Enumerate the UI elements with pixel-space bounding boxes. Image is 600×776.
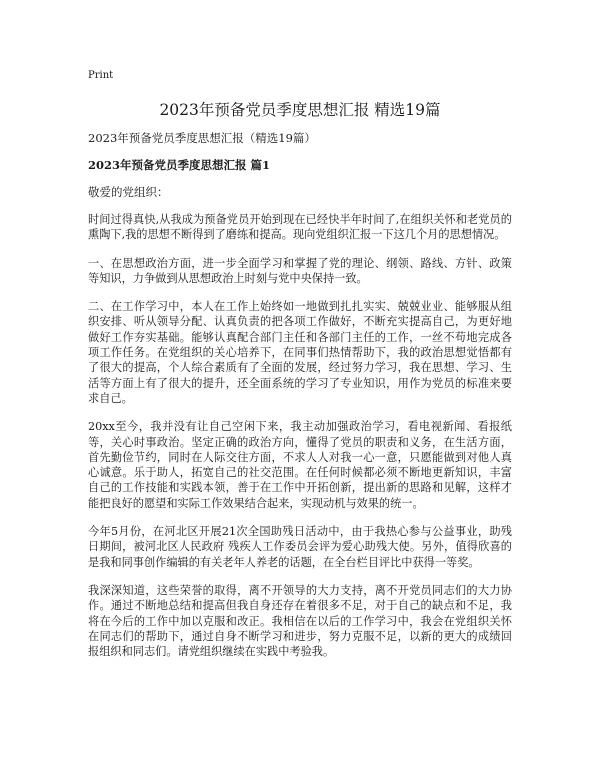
paragraph: 今年5月份，在河北区开展21次全国助残日活动中，由于我热心参与公益事业，助残日期间，被河北区人民政府 残疾人工作委员会评为爱心助残大使。另外，值得欣喜的是我和同事创作编辑的有关老年人养老的话题，在全台栏目评比中获得一等奖。 — [88, 525, 512, 569]
print-label[interactable]: Print — [88, 70, 114, 81]
greeting: 敬爱的党组织： — [88, 185, 169, 199]
paragraph: 我深深知道，这些荣誉的取得，离不开领导的大力支持，离不开党员同志们的大力协作。通过不断地总结和提高但我自身还存在着很多不足，对于自己的缺点和不足，我将在今后的工作中加以克服和改正。我相信在以后的工作学习中，我会在党组织关怀在同志们的帮助下，通过自身不断学习和进步，努力克服不足，以新的更大的成绩回报组织和同志们。请党组织继续在实践中考验我。 — [88, 583, 512, 659]
subtitle: 2023年预备党员季度思想汇报（精选19篇） — [88, 131, 316, 145]
paragraph: 一、在思想政治方面，进一步全面学习和掌握了党的理论、纲领、路线、方针、政策等知识，力争做到从思想政治上时刻与党中央保持一致。 — [88, 256, 512, 285]
paragraph: 20xx至今，我并没有让自己空闲下来，我主动加强政治学习，看电视新闻、看报纸等，关心时事政治。坚定正确的政治方向，懂得了党员的职责和义务，在生活方面，首先勤俭节约，同时在人际交往方面，不求人人对我一心一意，只愿能做到对他人真心诚意。乐于助人，拓宽自己的社交范围。在任何时候都必须不断地更新知识，丰富自己的工作技能和实践本领，善于在工作中开拓创新，提出新的思路和见解，这样才能把良好的愿望和实际工作效果结合起来，实现动机与效果的统一。 — [88, 420, 512, 510]
paragraph: 二、在工作学习中，本人在工作上始终如一地做到扎扎实实、兢兢业业、能够服从组织安排、听从领导分配、认真负责的把各项工作做好，不断充实提高自己，为更好地做好工作夯实基础。能够认真配合部门主任和各部门主任的工作，一丝不苟地完成各项工作任务。在党组织的关心培养下，在同事们热情帮助下，我的政治思想觉悟都有了很大的提高，个人综合素质有了全面的发展，经过努力学习，我在思想、学习、生活等方面上有了很大的提升，还全面系统的学习了专业知识，用作为党员的标准来要求自己。 — [88, 300, 512, 405]
page-title: 2023年预备党员季度思想汇报 精选19篇 — [159, 101, 441, 119]
paragraph: 时间过得真快,从我成为预备党员开始到现在已经快半年时间了,在组织关怀和老党员的熏陶下,我的思想不断得到了磨练和提高。现向党组织汇报一下这几个月的思想情况。 — [88, 213, 512, 242]
section-title: 2023年预备党员季度思想汇报 篇1 — [88, 158, 271, 172]
